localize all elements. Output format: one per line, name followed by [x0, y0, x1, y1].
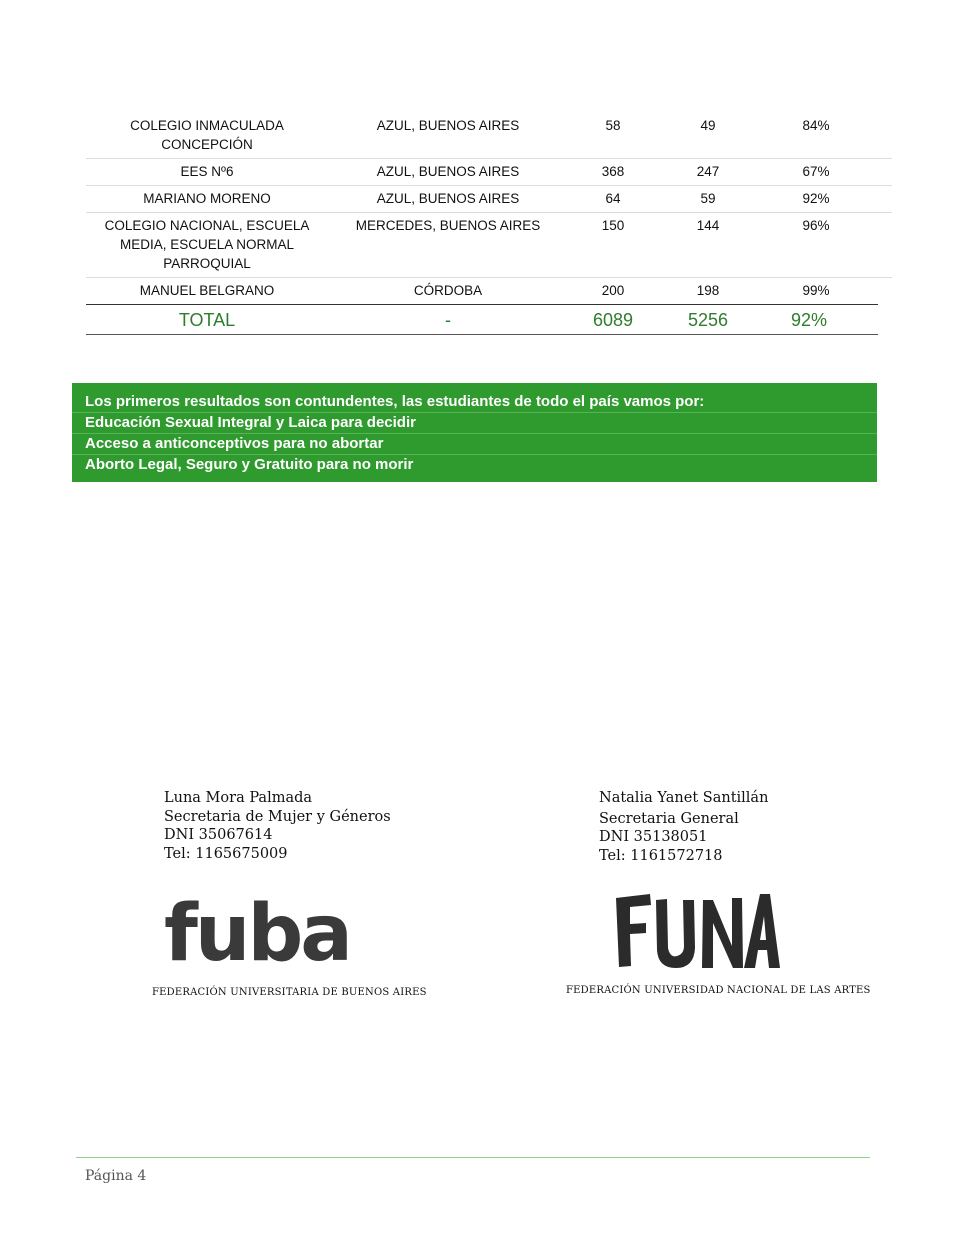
signer-role: Secretaria General: [599, 810, 739, 827]
banner-line: Acceso a anticonceptivos para no abortar: [72, 434, 877, 455]
funa-logo: [612, 888, 782, 979]
signer-role: Secretaria de Mujer y Géneros: [164, 808, 391, 825]
table-row: [86, 278, 892, 304]
school-cell: COLEGIO INMACULADA CONCEPCIÓN: [130, 118, 284, 152]
location-cell: MERCEDES, BUENOS AIRES: [355, 218, 541, 233]
yes-cell: 144: [696, 218, 720, 233]
demands-banner: [72, 383, 877, 482]
signer-dni: DNI 35067614: [164, 827, 273, 843]
total-percent: 92%: [790, 310, 828, 330]
percent-cell: 84%: [802, 118, 830, 133]
signer-tel: Tel: 1165675009: [164, 845, 288, 862]
signer-tel: Tel: 1161572718: [599, 847, 723, 864]
table-row: [86, 186, 892, 213]
banner-line: Los primeros resultados son contundentes, las estudiantes de todo el país vamos por:: [72, 392, 877, 413]
table-row: [86, 213, 892, 278]
federation-label: FEDERACIÓN UNIVERSIDAD NACIONAL DE LAS ARTES: [566, 985, 871, 996]
school-cell: MANUEL BELGRANO: [139, 283, 275, 298]
footer-divider: [76, 1157, 870, 1158]
results-table: [86, 113, 892, 335]
yes-cell: 59: [700, 191, 716, 206]
percent-cell: 99%: [802, 283, 830, 298]
percent-cell: 92%: [802, 191, 830, 206]
location-cell: AZUL, BUENOS AIRES: [376, 118, 520, 133]
signature-right: [599, 789, 768, 865]
signature-left: [164, 789, 391, 863]
banner-line: Aborto Legal, Seguro y Gratuito para no morir: [85, 456, 414, 473]
total-cell: 200: [601, 283, 625, 298]
total-yes: 5256: [687, 310, 729, 330]
location-cell: AZUL, BUENOS AIRES: [376, 164, 520, 179]
yes-cell: 247: [696, 164, 720, 179]
page-number: Página 4: [85, 1168, 147, 1184]
percent-cell: 96%: [802, 218, 830, 233]
total-cell: 368: [601, 164, 625, 179]
percent-cell: 67%: [802, 164, 830, 179]
school-cell: COLEGIO NACIONAL, ESCUELA MEDIA, ESCUELA NORMAL PARROQUIAL: [104, 218, 310, 271]
location-cell: CÓRDOBA: [413, 283, 483, 298]
total-location: -: [445, 310, 451, 330]
school-cell: EES Nº6: [180, 164, 234, 179]
total-row: [86, 304, 878, 335]
yes-cell: 198: [696, 283, 720, 298]
svg-text:fuba: fuba: [164, 896, 350, 968]
fuba-logo: [164, 896, 374, 973]
location-cell: AZUL, BUENOS AIRES: [376, 191, 520, 206]
total-cell: 58: [605, 118, 621, 133]
total-cell: 150: [601, 218, 625, 233]
table-row: [86, 113, 892, 159]
total-count: 6089: [592, 310, 634, 330]
signer-name: Luna Mora Palmada: [164, 790, 313, 806]
total-cell: 64: [605, 191, 621, 206]
total-label: TOTAL: [178, 310, 236, 330]
table-row: [86, 159, 892, 186]
banner-line: Educación Sexual Integral y Laica para decidir: [72, 413, 877, 434]
signer-name: Natalia Yanet Santillán: [599, 790, 769, 806]
signer-dni: DNI 35138051: [599, 829, 708, 845]
yes-cell: 49: [700, 118, 716, 133]
federation-label: FEDERACIÓN UNIVERSITARIA DE BUENOS AIRES: [152, 987, 427, 998]
school-cell: MARIANO MORENO: [143, 191, 271, 206]
